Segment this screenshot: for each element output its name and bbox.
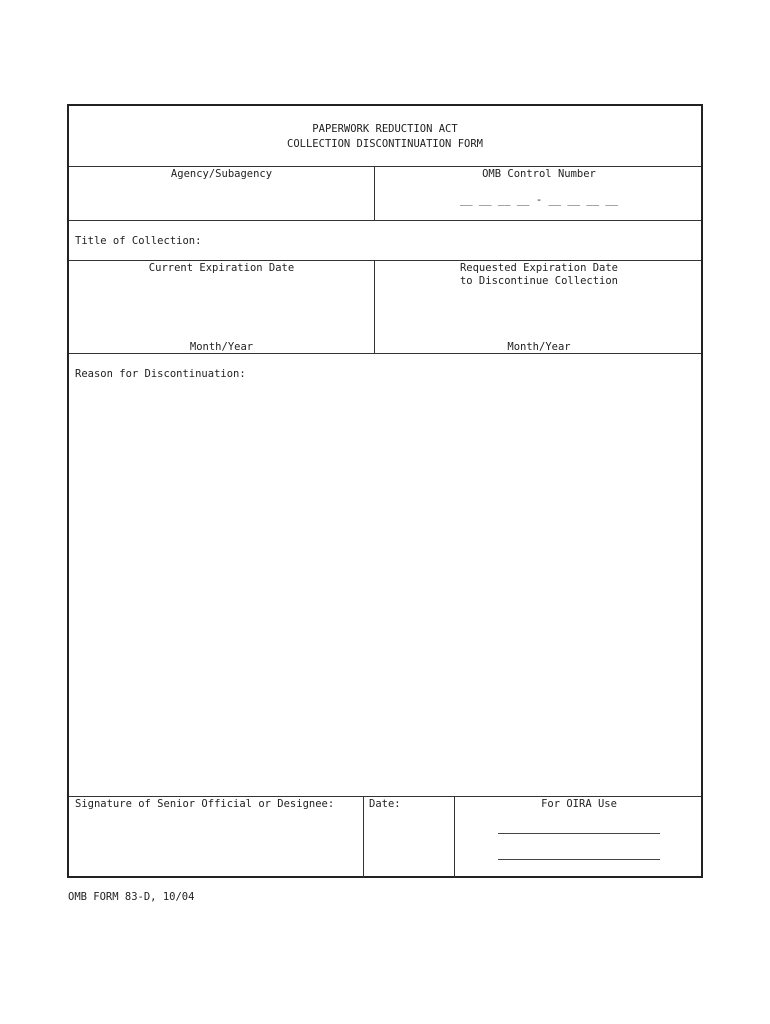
divider [69,220,701,221]
requested-expiration-date-label: Requested Expiration Date [459,262,619,274]
agency-subagency-label: Agency/Subagency [170,168,273,180]
form-title [69,122,701,152]
date-label: Date: [369,798,401,810]
current-expiration-date-label: Current Expiration Date [148,262,295,274]
for-oira-use-label: For OIRA Use [541,798,617,810]
form-id: OMB FORM 83-D, 10/04 [68,891,195,903]
divider [69,260,701,261]
divider [69,166,701,167]
title-of-collection-label: Title of Collection: [75,235,202,247]
form-title-line2: COLLECTION DISCONTINUATION FORM [287,138,483,150]
form-title-line1: PAPERWORK REDUCTION ACT [312,123,458,135]
omb-control-number-field[interactable]: __ __ __ __ - __ __ __ __ [459,194,619,206]
oira-line-1[interactable] [498,833,660,834]
collection-discontinuation-form [67,104,703,878]
signature-label: Signature of Senior Official or Designee: [75,798,335,810]
reason-for-discontinuation-label: Reason for Discontinuation: [75,368,246,380]
divider [363,796,364,878]
divider [69,796,701,797]
oira-line-2[interactable] [498,859,660,860]
omb-control-number-label: OMB Control Number [482,168,596,180]
requested-expiration-month-year: Month/Year [507,341,571,353]
current-expiration-month-year: Month/Year [189,341,254,353]
requested-expiration-date-label-2: to Discontinue Collection [459,275,619,287]
